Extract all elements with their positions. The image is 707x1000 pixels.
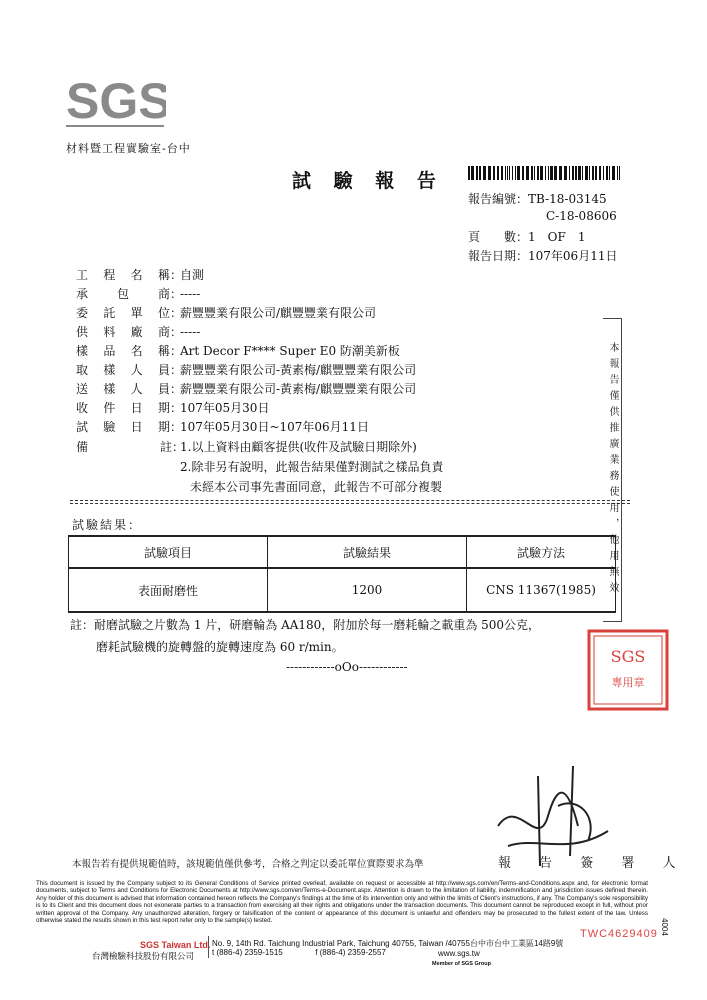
results-heading: 試驗結果：: [72, 518, 143, 532]
barcode-bar: [479, 166, 481, 180]
info-label: 試驗日期: [76, 420, 170, 434]
barcode-bar: [569, 166, 570, 180]
note-line-1: 註：耐磨試驗之片數為 1 片，研磨輪為 AA180，附加於每一磨耗輪之載重為 500公克，: [70, 618, 541, 632]
svg-text:專用章: 專用章: [611, 676, 645, 689]
barcode-bar: [599, 166, 601, 180]
remarks-label: 備 註：: [76, 440, 185, 454]
company-address: No. 9, 14th Rd. Taichung Industrial Park, Taichung 40755, Taiwan /40755台中市台中工業區14路9號: [212, 939, 564, 948]
info-row-contractor: 承包商：-----: [76, 287, 201, 301]
barcode-bar: [592, 166, 594, 180]
report-title: 試 驗 報 告: [292, 170, 444, 192]
barcode-bar: [619, 166, 620, 180]
info-row-sample-name: 樣品名稱：Art Decor F**** Super E0 防潮美新板: [76, 344, 400, 358]
info-value: 薪豐豐業有限公司/麒豐豐業有限公司: [180, 306, 377, 320]
barcode-bar: [531, 166, 533, 180]
sgs-logo-text: SGS: [66, 74, 166, 129]
info-row-test-date: 試驗日期：107年05月30日~107年06月11日: [76, 420, 369, 434]
info-row-project: 工程名稱：自測: [76, 268, 205, 282]
svg-text:SGS: SGS: [610, 647, 646, 666]
barcode-bar: [595, 166, 597, 180]
note-line-2: 磨耗試驗機的旋轉盤的旋轉速度為 60 r/min。: [96, 640, 344, 654]
info-value: 薪豐豐業有限公司-黃素梅/麒豐豐業有限公司: [180, 382, 417, 396]
info-value: -----: [180, 325, 201, 339]
barcode-bar: [589, 166, 590, 180]
report-no-value: TB-18-03145: [528, 192, 607, 206]
info-label: 收件日期: [76, 401, 170, 415]
sgs-logo-mark: [66, 74, 166, 130]
barcode-bar: [476, 166, 478, 180]
barcode-bar: [483, 166, 486, 180]
member-label: Member of SGS Group: [432, 961, 491, 967]
barcode-bar: [471, 166, 474, 180]
barcode-bar: [609, 166, 610, 180]
barcode-bar: [468, 166, 470, 180]
barcode-bar: [507, 166, 508, 180]
barcode-bar: [582, 166, 583, 180]
divider: [70, 500, 630, 501]
barcode-bar: [517, 166, 520, 180]
report-date: [468, 247, 617, 264]
divider: [208, 936, 209, 958]
info-label: 工程名稱: [76, 268, 170, 282]
company-seal: [586, 628, 670, 712]
barcode-bar: [497, 166, 499, 180]
info-label: 取樣人員: [76, 363, 170, 377]
company-name-cn: 台灣檢驗科技股份有限公司: [92, 952, 195, 962]
barcode-bar: [585, 166, 588, 180]
footer-cn-notice: 本報告若有提供規範值時，該規範值僅供參考，合格之判定以委託單位實際要求為準: [72, 859, 424, 870]
barcode-bar: [501, 166, 503, 180]
barcode-bar: [617, 166, 618, 180]
side-code: 4004: [660, 918, 669, 936]
barcode-bar: [526, 166, 529, 180]
column-header: 試驗方法: [467, 536, 616, 568]
info-value: 107年05月30日: [180, 401, 270, 415]
page-count: [468, 228, 585, 245]
info-label: 供料廠商: [76, 325, 170, 339]
barcode-bar: [606, 166, 608, 180]
phone-number: t (886-4) 2359-1515: [212, 948, 283, 957]
date-label: 報告日期：: [468, 249, 529, 263]
table-row: [69, 568, 616, 612]
info-row-supplier: 供料廠商：-----: [76, 325, 201, 339]
info-row-received-date: 收件日期：107年05月30日: [76, 401, 270, 415]
barcode-bar: [534, 166, 535, 180]
barcode-bar: [572, 166, 574, 180]
end-mark: ------------oOo------------: [286, 660, 408, 674]
info-label: 委託單位: [76, 306, 170, 320]
barcode-bar: [545, 166, 546, 180]
page-label: 頁 數：: [468, 230, 529, 244]
info-label: 送樣人員: [76, 382, 170, 396]
barcode-bar: [493, 166, 495, 180]
info-value: -----: [180, 287, 201, 301]
info-value: 自測: [180, 268, 205, 282]
report-number-2: C-18-08606: [546, 209, 617, 223]
signatory-label: 報 告 簽 署 人: [498, 856, 688, 871]
report-no-label: 報告編號：: [468, 192, 529, 206]
barcode-bar: [578, 166, 581, 180]
barcode-bar: [548, 166, 549, 180]
side-notice: 本報告僅供推廣業務使用，他用無效: [603, 318, 622, 622]
column-header: 試驗結果: [268, 536, 467, 568]
barcode-bar: [515, 166, 516, 180]
info-value: 薪豐豐業有限公司-黃素梅/麒豐豐業有限公司: [180, 363, 417, 377]
barcode-bar: [505, 166, 506, 180]
table-cell: CNS 11367(1985): [467, 568, 616, 612]
barcode-bar: [509, 166, 510, 180]
legal-disclaimer: This document is issued by the Company subject to its General Conditions of Service printed overleaf, available on request or accessible at http://www.sgs.com/en/Terms-and-Conditions.aspx and, for electronic format documents, subject to Terms and Conditions for Electronic Documents at http://www.sgs.com/en/Terms-e-Document.aspx. Attention is drawn to the limitation of liability, indemnification and jurisdiction issues defined therein. Any holder of this document is advised that information contained hereon reflects the Company's findings at the time of its intervention only and within the limits of Client's instructions, if any. The Company's sole responsibility is to its Client and this document does not exonerate parties to a transaction from exercising all their rights and obligations under the transaction documents. This document cannot be reproduced except in full, without prior written approval of the Company. Any unauthorized alteration, forgery or falsification of the content or appearance of this document is unlawful and offenders may be prosecuted to the fullest extent of the law. Unless otherwise stated the results shown in this test report refer only to the sample(s) tested.: [36, 880, 648, 925]
barcode-bar: [564, 166, 567, 180]
barcode-bar: [512, 166, 513, 180]
results-table: [68, 535, 616, 613]
barcode-bar: [612, 166, 615, 180]
lab-name: 材料暨工程實驗室-台中: [66, 142, 191, 155]
table-cell: 表面耐磨性: [69, 568, 268, 612]
barcode-bar: [575, 166, 577, 180]
company-website: www.sgs.tw: [438, 949, 480, 958]
serial-number: TWC4629409: [580, 928, 658, 940]
divider: [70, 503, 630, 504]
info-row-sampler: 取樣人員：薪豐豐業有限公司-黃素梅/麒豐豐業有限公司: [76, 363, 417, 377]
remark-line-3: 未經本公司事先書面同意，此報告不可部分複製: [190, 480, 443, 494]
barcode-bar: [554, 166, 557, 180]
barcode-bar: [559, 166, 562, 180]
column-header: 試驗項目: [69, 536, 268, 568]
info-label: 承包商: [76, 287, 170, 301]
barcode-bar: [603, 166, 604, 180]
barcode-bar: [488, 166, 491, 180]
report-number: [468, 190, 607, 207]
page-value: 1 OF 1: [528, 230, 586, 244]
info-value: 107年05月30日~107年06月11日: [180, 420, 369, 434]
date-value: 107年06月11日: [528, 249, 618, 263]
info-label: 樣品名稱: [76, 344, 170, 358]
fax-number: f (886-4) 2359-2557: [315, 948, 386, 957]
remark-line-2: 2.除非另有說明，此報告結果僅對測試之樣品負責: [180, 460, 444, 474]
barcode-bar: [522, 166, 524, 180]
barcode: [468, 165, 622, 179]
barcode-bar: [537, 166, 539, 180]
sgs-logo: [66, 74, 166, 130]
remark-line-1: 1.以上資料由顧客提供(收件及試驗日期除外): [180, 440, 417, 454]
company-name-en: SGS Taiwan Ltd.: [140, 940, 211, 950]
table-cell: 1200: [268, 568, 467, 612]
info-row-sender: 送樣人員：薪豐豐業有限公司-黃素梅/麒豐豐業有限公司: [76, 382, 417, 396]
info-row-client: 委託單位：薪豐豐業有限公司/麒豐豐業有限公司: [76, 306, 377, 320]
company-phone: [212, 948, 386, 957]
barcode-bar: [550, 166, 553, 180]
barcode-bar: [540, 166, 543, 180]
table-header-row: [69, 536, 616, 568]
info-value: Art Decor F**** Super E0 防潮美新板: [180, 344, 400, 358]
